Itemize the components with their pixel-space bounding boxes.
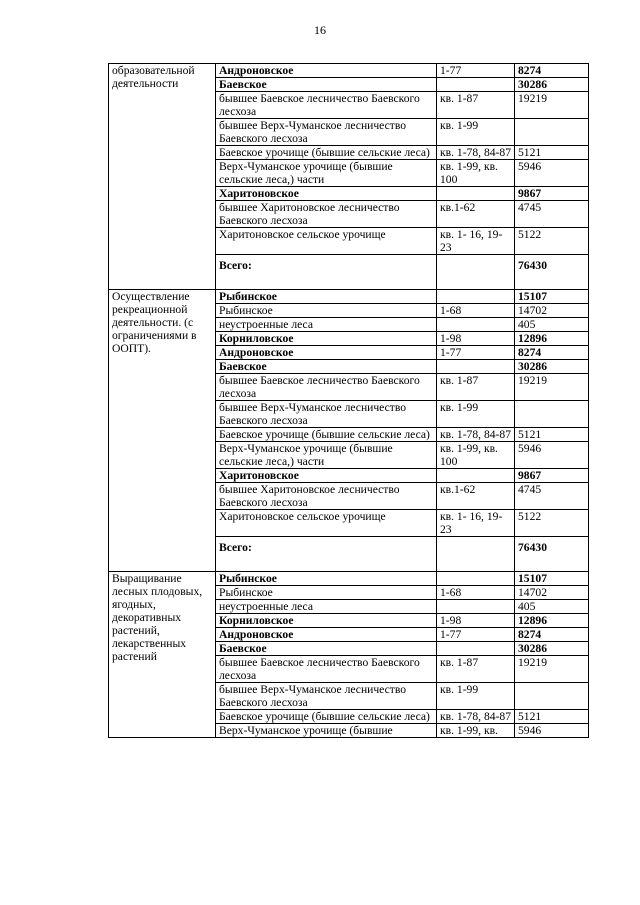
forest-name-cell: Андроновское bbox=[216, 628, 437, 642]
forest-name-cell: неустроенные леса bbox=[216, 600, 437, 614]
blocks-cell bbox=[437, 78, 515, 92]
forest-name-cell: бывшее Баевское лесничество Баевского лесхоза bbox=[216, 656, 437, 683]
purpose-cell: Выращивание лесных плодовых, ягодных, декоративных растений, лекарственных растений bbox=[109, 572, 216, 738]
table-row bbox=[109, 572, 589, 586]
area-cell: 30286 bbox=[515, 78, 589, 92]
blocks-cell bbox=[437, 318, 515, 332]
forest-name-cell: Андроновское bbox=[216, 64, 437, 78]
area-cell: 4745 bbox=[515, 201, 589, 228]
forest-name-cell: бывшее Верх-Чуманское лесничество Баевского лесхоза bbox=[216, 683, 437, 710]
area-cell: 14702 bbox=[515, 304, 589, 318]
area-cell: 9867 bbox=[515, 187, 589, 201]
blocks-cell: кв. 1-99 bbox=[437, 119, 515, 146]
forest-name-cell: Баевское bbox=[216, 360, 437, 374]
forest-name-cell: Харитоновское bbox=[216, 187, 437, 201]
blocks-cell: кв. 1-78, 84-87 bbox=[437, 710, 515, 724]
blocks-cell: кв.1-62 bbox=[437, 201, 515, 228]
area-cell: 9867 bbox=[515, 469, 589, 483]
area-cell: 19219 bbox=[515, 92, 589, 119]
blocks-cell: 1-77 bbox=[437, 346, 515, 360]
blocks-cell: кв. 1-99 bbox=[437, 683, 515, 710]
forestry-table bbox=[108, 63, 589, 738]
blocks-cell bbox=[437, 187, 515, 201]
blocks-cell: кв. 1- 16, 19-23 bbox=[437, 228, 515, 255]
area-cell: 12896 bbox=[515, 332, 589, 346]
blocks-cell bbox=[437, 537, 515, 572]
area-cell: 8274 bbox=[515, 64, 589, 78]
area-cell: 76430 bbox=[515, 537, 589, 572]
blocks-cell bbox=[437, 360, 515, 374]
area-cell: 5946 bbox=[515, 442, 589, 469]
table-row bbox=[109, 64, 589, 78]
blocks-cell: кв. 1-99, кв. bbox=[437, 724, 515, 738]
forest-name-cell: Рыбинское bbox=[216, 290, 437, 304]
area-cell: 30286 bbox=[515, 642, 589, 656]
forest-name-cell: Харитоновское bbox=[216, 469, 437, 483]
area-cell: 405 bbox=[515, 318, 589, 332]
area-cell: 8274 bbox=[515, 346, 589, 360]
area-cell: 5122 bbox=[515, 228, 589, 255]
area-cell: 15107 bbox=[515, 290, 589, 304]
blocks-cell bbox=[437, 469, 515, 483]
area-cell: 8274 bbox=[515, 628, 589, 642]
blocks-cell: кв. 1-87 bbox=[437, 92, 515, 119]
area-cell: 5121 bbox=[515, 710, 589, 724]
table-body bbox=[109, 64, 589, 738]
forest-name-cell: бывшее Баевское лесничество Баевского лесхоза bbox=[216, 92, 437, 119]
area-cell: 76430 bbox=[515, 255, 589, 290]
table-row bbox=[109, 290, 589, 304]
purpose-cell: образовательной деятельности bbox=[109, 64, 216, 290]
area-cell: 5946 bbox=[515, 724, 589, 738]
blocks-cell: 1-77 bbox=[437, 628, 515, 642]
forest-name-cell: Всего: bbox=[216, 255, 437, 290]
blocks-cell: 1-98 bbox=[437, 614, 515, 628]
area-cell: 5121 bbox=[515, 146, 589, 160]
blocks-cell bbox=[437, 290, 515, 304]
area-cell bbox=[515, 119, 589, 146]
area-cell: 30286 bbox=[515, 360, 589, 374]
area-cell: 14702 bbox=[515, 586, 589, 600]
area-cell bbox=[515, 683, 589, 710]
blocks-cell: кв. 1-87 bbox=[437, 374, 515, 401]
forest-name-cell: бывшее Верх-Чуманское лесничество Баевского лесхоза bbox=[216, 401, 437, 428]
area-cell bbox=[515, 401, 589, 428]
forest-name-cell: Баевское bbox=[216, 642, 437, 656]
area-cell: 5946 bbox=[515, 160, 589, 187]
blocks-cell: кв. 1-87 bbox=[437, 656, 515, 683]
area-cell: 15107 bbox=[515, 572, 589, 586]
forest-name-cell: Верх-Чуманское урочище (бывшие bbox=[216, 724, 437, 738]
forest-name-cell: Рыбинское bbox=[216, 572, 437, 586]
forest-name-cell: бывшее Харитоновское лесничество Баевского лесхоза bbox=[216, 201, 437, 228]
forest-name-cell: Баевское урочище (бывшие сельские леса) bbox=[216, 710, 437, 724]
area-cell: 19219 bbox=[515, 374, 589, 401]
forest-name-cell: неустроенные леса bbox=[216, 318, 437, 332]
forest-name-cell: Рыбинское bbox=[216, 586, 437, 600]
forest-name-cell: Верх-Чуманское урочище (бывшие сельские леса,) части bbox=[216, 160, 437, 187]
forest-name-cell: Баевское урочище (бывшие сельские леса) bbox=[216, 146, 437, 160]
forest-name-cell: Андроновское bbox=[216, 346, 437, 360]
blocks-cell: кв. 1-99 bbox=[437, 401, 515, 428]
forest-name-cell: Рыбинское bbox=[216, 304, 437, 318]
area-cell: 405 bbox=[515, 600, 589, 614]
forest-name-cell: бывшее Харитоновское лесничество Баевского лесхоза bbox=[216, 483, 437, 510]
area-cell: 4745 bbox=[515, 483, 589, 510]
forest-name-cell: бывшее Верх-Чуманское лесничество Баевского лесхоза bbox=[216, 119, 437, 146]
forest-name-cell: Баевское урочище (бывшие сельские леса) bbox=[216, 428, 437, 442]
blocks-cell bbox=[437, 600, 515, 614]
area-cell: 5121 bbox=[515, 428, 589, 442]
blocks-cell: 1-98 bbox=[437, 332, 515, 346]
forest-name-cell: Корниловское bbox=[216, 332, 437, 346]
blocks-cell bbox=[437, 642, 515, 656]
forest-name-cell: бывшее Баевское лесничество Баевского лесхоза bbox=[216, 374, 437, 401]
purpose-cell: Осуществление рекреационной деятельности. (с ограничениями в ООПТ). bbox=[109, 290, 216, 572]
blocks-cell: кв. 1-99, кв. 100 bbox=[437, 160, 515, 187]
forest-name-cell: Корниловское bbox=[216, 614, 437, 628]
blocks-cell: 1-68 bbox=[437, 304, 515, 318]
forest-name-cell: Харитоновское сельское урочище bbox=[216, 510, 437, 537]
blocks-cell: кв. 1-99, кв. 100 bbox=[437, 442, 515, 469]
blocks-cell: кв. 1- 16, 19-23 bbox=[437, 510, 515, 537]
blocks-cell: 1-77 bbox=[437, 64, 515, 78]
page-number: 16 bbox=[314, 23, 326, 37]
forest-name-cell: Всего: bbox=[216, 537, 437, 572]
forest-name-cell: Баевское bbox=[216, 78, 437, 92]
blocks-cell bbox=[437, 255, 515, 290]
blocks-cell: кв. 1-78, 84-87 bbox=[437, 146, 515, 160]
area-cell: 5122 bbox=[515, 510, 589, 537]
forest-name-cell: Верх-Чуманское урочище (бывшие сельские леса,) части bbox=[216, 442, 437, 469]
blocks-cell: 1-68 bbox=[437, 586, 515, 600]
area-cell: 19219 bbox=[515, 656, 589, 683]
blocks-cell: кв.1-62 bbox=[437, 483, 515, 510]
blocks-cell bbox=[437, 572, 515, 586]
area-cell: 12896 bbox=[515, 614, 589, 628]
forest-name-cell: Харитоновское сельское урочище bbox=[216, 228, 437, 255]
blocks-cell: кв. 1-78, 84-87 bbox=[437, 428, 515, 442]
